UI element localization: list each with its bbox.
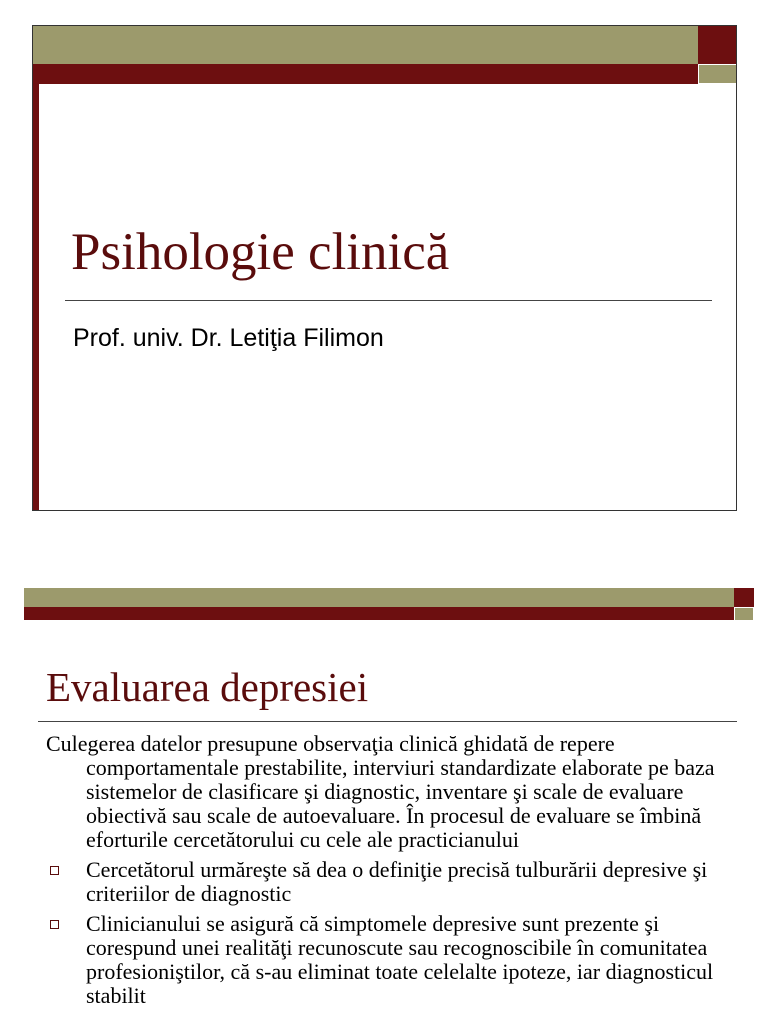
left-accent-bar — [33, 84, 39, 511]
title-divider — [65, 300, 712, 301]
list-item-text: Cercetătorul urmăreşte să dea o definiţie precisă tulburării depresive şi criteriilor de diagnostic — [86, 857, 708, 906]
header-red-band — [33, 64, 698, 84]
hollow-square-icon — [50, 866, 59, 875]
header-red-band — [24, 607, 734, 620]
slide-subtitle: Prof. univ. Dr. Letiţia Filimon — [73, 324, 384, 352]
slide-title: Evaluarea depresiei — [46, 664, 369, 710]
title-divider — [38, 721, 737, 722]
list-item-text: Clinicianului se asigură că simptomele depresive sunt prezente şi corespund unei realităţi recunoscute sau recognoscibile în comunitatea profesioniştilor, că s-au eliminat toate celelalte ipoteze, iar diagnosticul stabilit — [86, 911, 714, 1008]
slide-title: Psihologie clinică — [71, 223, 450, 281]
intro-paragraph: Culegerea datelor presupune observaţia clinică ghidată de repere comportamentale prestabilite, interviuri standardizate elaborate pe baza sistemelor de clasificare şi diagnostic, inventare şi scale de evaluare obiectivă sau scale de autoevaluare. În procesul de evaluare se îmbină eforturile cercetătorului cu cele ale practicianului — [46, 731, 715, 852]
header-red-square — [698, 26, 737, 64]
title-slide — [32, 25, 737, 511]
header-olive-square — [699, 65, 736, 83]
header-olive-band — [33, 26, 698, 64]
slide-body — [46, 732, 746, 1014]
list-item — [46, 858, 746, 906]
header-olive-square — [735, 608, 753, 620]
header-olive-band — [24, 588, 734, 607]
list-item — [46, 912, 746, 1008]
hollow-square-icon — [50, 920, 59, 929]
content-slide — [24, 588, 754, 1024]
header-red-square — [734, 588, 754, 607]
